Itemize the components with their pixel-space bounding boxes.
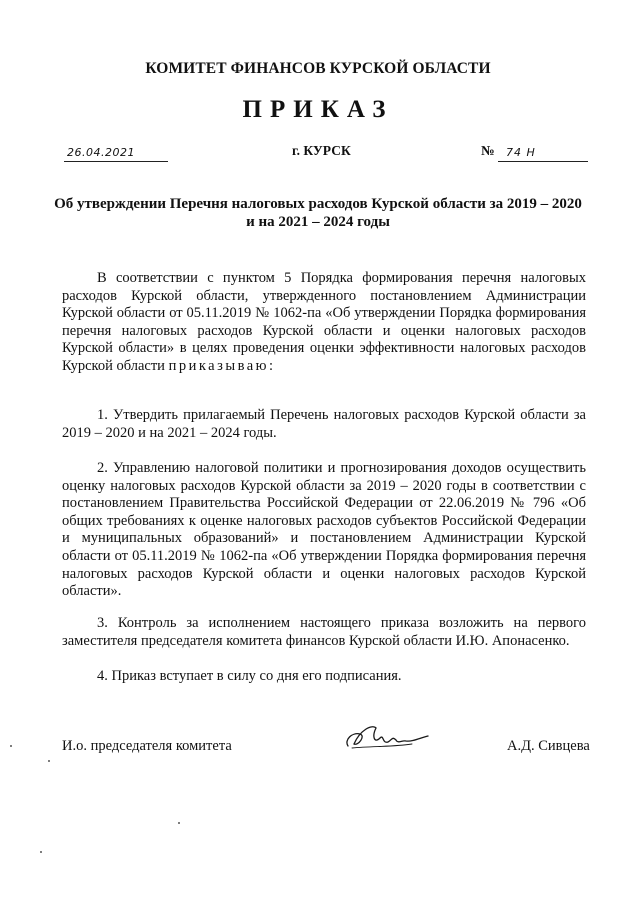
- item-2: 2. Управлению налоговой политики и прогнозирования доходов осуществить оценку налоговых расходов Курской области за 2019 – 2020 годы в соответствии с постановлением Правительства Российской Федерации от 22.06.2019 № 796 «Об общих требованиях к оценке налоговых расходов субъектов Российской Федерации и муниципальных образований» и постановлением Администрации Курской области от 05.11.2019 № 1062-па «Об утверждении Порядка формирования перечня налоговых расходов Курской области и оценки налоговых расходов Курской области».: [62, 460, 586, 600]
- number-field: [498, 143, 588, 162]
- scan-speck: [48, 760, 50, 762]
- item-3: 3. Контроль за исполнением настоящего приказа возложить на первого заместителя председателя комитета финансов Курской области И.Ю. Апонасенко.: [62, 615, 586, 649]
- signatory-position: И.о. председателя комитета: [62, 738, 232, 754]
- document-title: ПРИКАЗ: [242, 96, 394, 123]
- subject-line-1: Об утверждении Перечня налоговых расходов Курской области за 2019 – 2020: [54, 196, 582, 212]
- intro-verb: приказываю:: [168, 357, 276, 374]
- item-1: 1. Утвердить прилагаемый Перечень налоговых расходов Курской области за 2019 – 2020 и на 2021 – 2024 годы.: [62, 407, 586, 441]
- number-value: 74 Н: [506, 146, 536, 159]
- scan-speck: [178, 822, 180, 824]
- signatory-name: А.Д. Сивцева: [507, 738, 590, 754]
- signature-icon: [342, 720, 434, 756]
- item-4: 4. Приказ вступает в силу со дня его подписания.: [97, 668, 402, 684]
- date-field: [64, 143, 168, 162]
- subject-heading: [50, 195, 586, 231]
- scan-speck: [10, 745, 12, 747]
- number-label: №: [481, 143, 495, 158]
- organization-name: КОМИТЕТ ФИНАНСОВ КУРСКОЙ ОБЛАСТИ: [145, 60, 491, 77]
- intro-text: В соответствии с пунктом 5 Порядка формирования перечня налоговых расходов Курской области, утвержденного постановлением Администрации Курской области от 05.11.2019 № 1062-па «Об утверждении Порядка формирования перечня налоговых расходов Курской области и оценки налоговых расходов Курской области» в целях проведения оценки эффективности налоговых расходов Курской области: [62, 270, 586, 374]
- date-value: 26.04.2021: [67, 146, 135, 159]
- intro-paragraph: [62, 270, 586, 376]
- subject-line-2: и на 2021 – 2024 годы: [246, 214, 390, 230]
- city: г. КУРСК: [292, 143, 351, 158]
- scan-speck: [40, 851, 42, 853]
